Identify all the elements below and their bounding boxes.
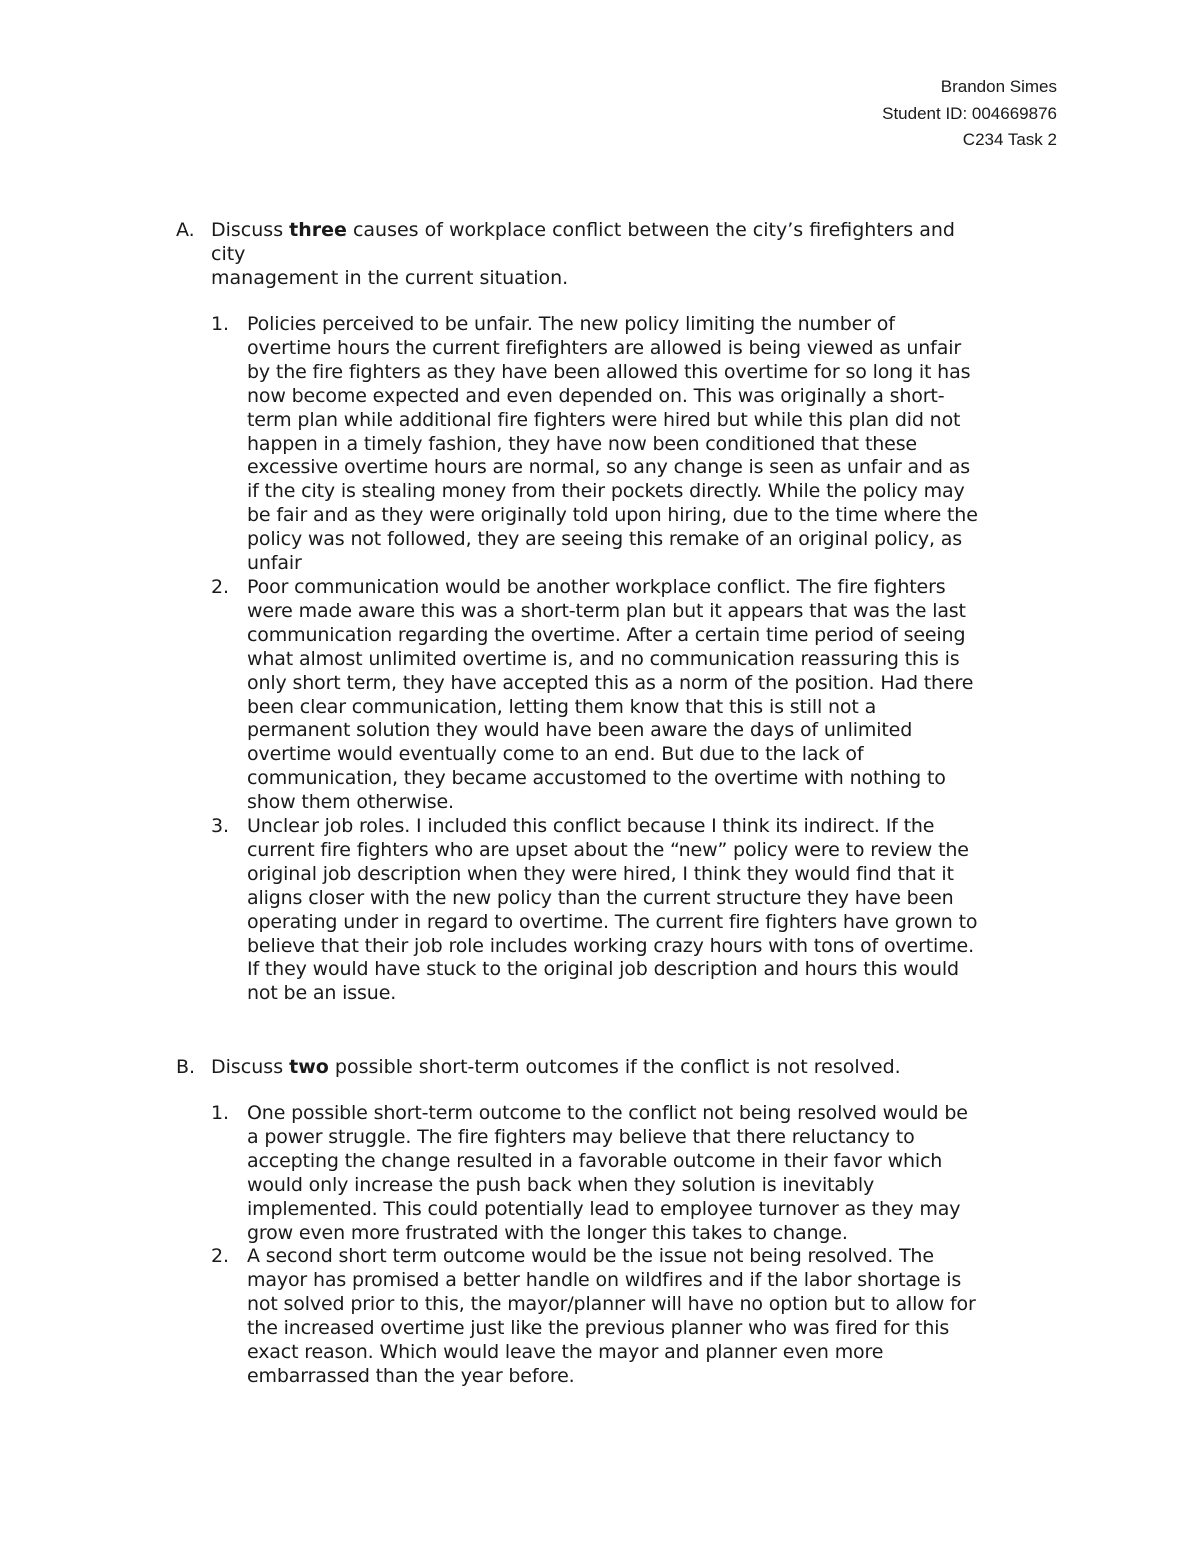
section-a-list <box>176 313 1056 1006</box>
section-b-heading <box>176 1055 1056 1079</box>
list-item <box>176 1245 1056 1388</box>
task-code: C234 Task 2 <box>962 130 1057 149</box>
section-a-prompt-suffix: causes of workplace conflict between the city’s firefighters and city management in the current situation. <box>211 219 955 289</box>
section-b-prompt-suffix: possible short-term outcomes if the conflict is not resolved. <box>328 1056 901 1078</box>
section-a-prompt-bold: three <box>289 219 347 241</box>
list-item-text: A second short term outcome would be the issue not being resolved. The mayor has promised a better handle on wildfires and if the labor shortage is not solved prior to this, the mayor/planner will have no option but to allow for the increased overtime just like the previous planner who was fired for this exact reason. Which would leave the mayor and planner even more embarrassed than the year before. <box>247 1245 976 1387</box>
list-item-text: Poor communication would be another workplace conflict. The fire fighters were made aware this was a short-term plan but it appears that was the last communication regarding the overtime. After a certain time period of seeing what almost unlimited overtime is, and no communication reassuring this is only short term, they have accepted this as a norm of the position. Had there been clear communication, letting them know that this is still not a permanent solution they would have been aware the days of unlimited overtime would eventually come to an end. But due to the lack of communication, they became accustomed to the overtime with nothing to show them otherwise. <box>247 575 974 814</box>
section-a-letter: A. <box>176 219 195 241</box>
section-a-prompt <box>211 218 1056 290</box>
list-item <box>176 576 1056 815</box>
section-b-prompt-bold: two <box>289 1056 329 1078</box>
list-item-text: One possible short-term outcome to the conflict not being resolved would be a power struggle. The fire fighters may believe that there reluctancy to accepting the change resulted in a favorable outcome in their favor which would only increase the push back when they solution is inevitably implemented. This could potentially lead to employee turnover as they may grow even more frustrated with the longer this takes to change. <box>247 1102 968 1244</box>
list-item-number: 2. <box>211 1245 229 1268</box>
section-b-prompt <box>211 1055 1056 1079</box>
author-name: Brandon Simes <box>940 77 1057 96</box>
list-item <box>176 815 1056 1006</box>
section-b-letter: B. <box>176 1056 196 1078</box>
list-item <box>176 1102 1056 1245</box>
section-a-prompt-prefix: Discuss <box>211 219 290 241</box>
document-header <box>882 74 1057 154</box>
section-b-prompt-prefix: Discuss <box>211 1056 290 1078</box>
list-item-number: 3. <box>211 815 229 838</box>
list-item-number: 2. <box>211 575 229 598</box>
list-item-number: 1. <box>211 1102 229 1124</box>
section-a <box>176 218 1056 1006</box>
section-b-list <box>176 1102 1056 1389</box>
list-item-text: Unclear job roles. I included this conflict because I think its indirect. If the current fire fighters who are upset about the “new” policy were to review the original job description when they were hired, I think they would find that it aligns closer with the new policy than the current structure they have been operating under in regard to overtime. The current fire fighters have grown to believe that their job role includes working crazy hours with tons of overtime. If they would have stuck to the original job description and hours this would not be an issue. <box>247 815 978 1005</box>
student-id: Student ID: 004669876 <box>882 103 1057 123</box>
list-item-number: 1. <box>211 313 229 335</box>
list-item-text: Policies perceived to be unfair. The new policy limiting the number of overtime hours the current firefighters are allowed is being viewed as unfair by the fire fighters as they have been allowed this overtime for so long it has now become expected and even depended on. This was originally a short- term plan while additional fire fighters were hired but while this plan did not happen in a timely fashion, they have now been conditioned that these excessive overtime hours are normal, so any change is seen as unfair and as if the city is stealing money from their pockets directly. While the policy may be fair and as they were originally told upon hiring, due to the time where the policy was not followed, they are seeing this remake of an original policy, as unfair <box>247 313 978 575</box>
list-item <box>176 313 1056 576</box>
section-a-heading <box>176 218 1056 290</box>
section-b <box>176 1055 1056 1389</box>
